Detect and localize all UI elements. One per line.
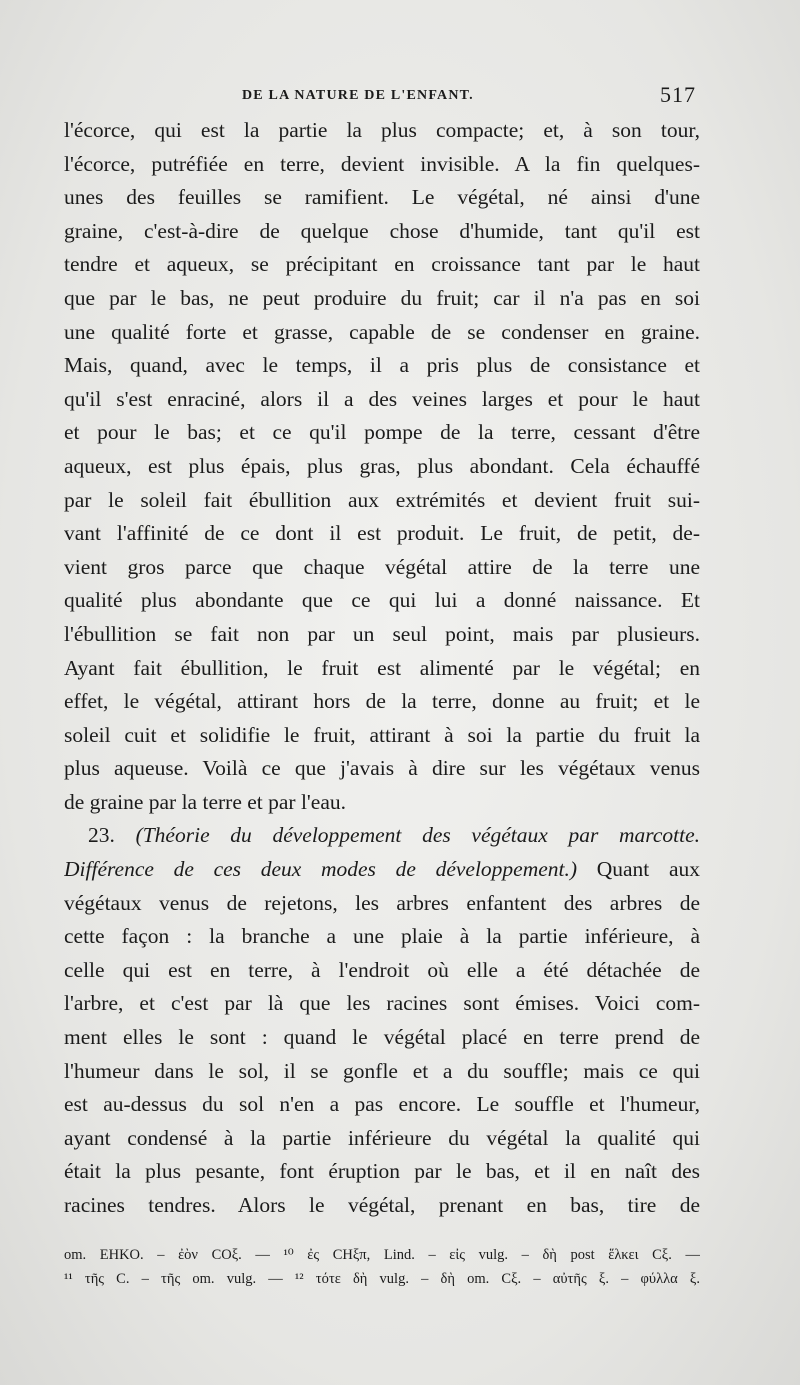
text-line: une qualité forte et grasse, capable de se condenser en graine. [64, 319, 700, 344]
text-line: vant l'affinité de ce dont il est produit. Le fruit, de petit, de- [64, 521, 700, 546]
text-line: celle qui est en terre, à l'endroit où elle a été détachée de [64, 957, 700, 982]
text-line: de graine par la terre et par l'eau. [64, 789, 347, 814]
text-line: vient gros parce que chaque végétal attire de la terre une [64, 554, 700, 579]
footnote-line: om. EHKO. – ἐὸν COξ. — ¹⁰ ἐς CHξπ, Lind. – εἰς vulg. – δὴ post ἕλκει Cξ. — [64, 1247, 700, 1263]
text-line: qu'il s'est enraciné, alors il a des veines larges et pour le haut [64, 386, 700, 411]
text-line: qualité plus abondante que ce qui lui a donné naissance. Et [64, 588, 700, 613]
text-line: aqueux, est plus épais, plus gras, plus abondant. Cela échauffé [64, 453, 700, 478]
footnote-line: ¹¹ τῆς C. – τῆς om. vulg. — ¹² τότε δὴ vulg. – δὴ om. Cξ. – αὐτῆς ξ. – φύλλα ξ. [64, 1271, 700, 1287]
text-line: l'humeur dans le sol, il se gonfle et a du souffle; mais ce qui [64, 1058, 700, 1083]
text-line: l'écorce, putréfiée en terre, devient invisible. A la fin quelques- [64, 151, 700, 176]
text-line: ayant condensé à la partie inférieure du végétal la qualité qui [64, 1125, 700, 1150]
text-line: l'arbre, et c'est par là que les racines sont émises. Voici com- [64, 991, 700, 1016]
page-number: 517 [660, 82, 696, 107]
text-line: tendre et aqueux, se précipitant en croissance tant par le haut [64, 252, 700, 277]
text-line: effet, le végétal, attirant hors de la terre, donne au fruit; et le [64, 689, 700, 714]
text-line: graine, c'est-à-dire de quelque chose d'humide, tant qu'il est [64, 218, 700, 243]
body-text [64, 114, 700, 1223]
text-line: plus aqueuse. Voilà ce que j'avais à dire sur les végétaux venus [64, 756, 700, 781]
text-line: végétaux venus de rejetons, les arbres enfantent des arbres de [64, 890, 700, 915]
text-line: est au-dessus du sol n'en a pas encore. Le souffle et l'humeur, [64, 1092, 700, 1117]
text-line: soleil cuit et solidifie le fruit, attirant à soi la partie du fruit la [64, 722, 700, 747]
section-heading-line [64, 819, 700, 853]
text-line: par le soleil fait ébullition aux extrémités et devient fruit sui- [64, 487, 700, 512]
section-heading-part2: Différence de ces deux modes de développement.) [64, 857, 578, 882]
page-header [64, 82, 704, 112]
text-line: et pour le bas; et ce qu'il pompe de la terre, cessant d'être [64, 420, 700, 445]
text-line: était la plus pesante, font éruption par le bas, et il en naît des [64, 1159, 700, 1184]
text-line: l'ébullition se fait non par un seul point, mais par plusieurs. [64, 621, 700, 646]
text-line: que par le bas, ne peut produire du fruit; car il n'a pas en soi [64, 285, 700, 310]
running-title: DE LA NATURE DE L'ENFANT. [242, 88, 474, 103]
section-text-start: Quant aux [577, 857, 700, 882]
section-heading-part1: (Théorie du développement des végétaux par marcotte. [135, 823, 700, 848]
text-line: ment elles le sont : quand le végétal placé en terre prend de [64, 1025, 700, 1050]
text-line: Ayant fait ébullition, le fruit est alimenté par le végétal; en [64, 655, 700, 680]
text-line: racines tendres. Alors le végétal, prenant en bas, tire de [64, 1193, 700, 1217]
text-line: l'écorce, qui est la partie la plus compacte; et, à son tour, [64, 118, 700, 142]
text-line: cette façon : la branche a une plaie à la partie inférieure, à [64, 924, 700, 949]
text-line: unes des feuilles se ramifient. Le végétal, né ainsi d'une [64, 185, 700, 210]
section-number: 23. [88, 823, 115, 848]
text-line: Mais, quand, avec le temps, il a pris plus de consistance et [64, 353, 700, 378]
footnotes [64, 1243, 700, 1291]
section-heading-line [64, 853, 700, 887]
